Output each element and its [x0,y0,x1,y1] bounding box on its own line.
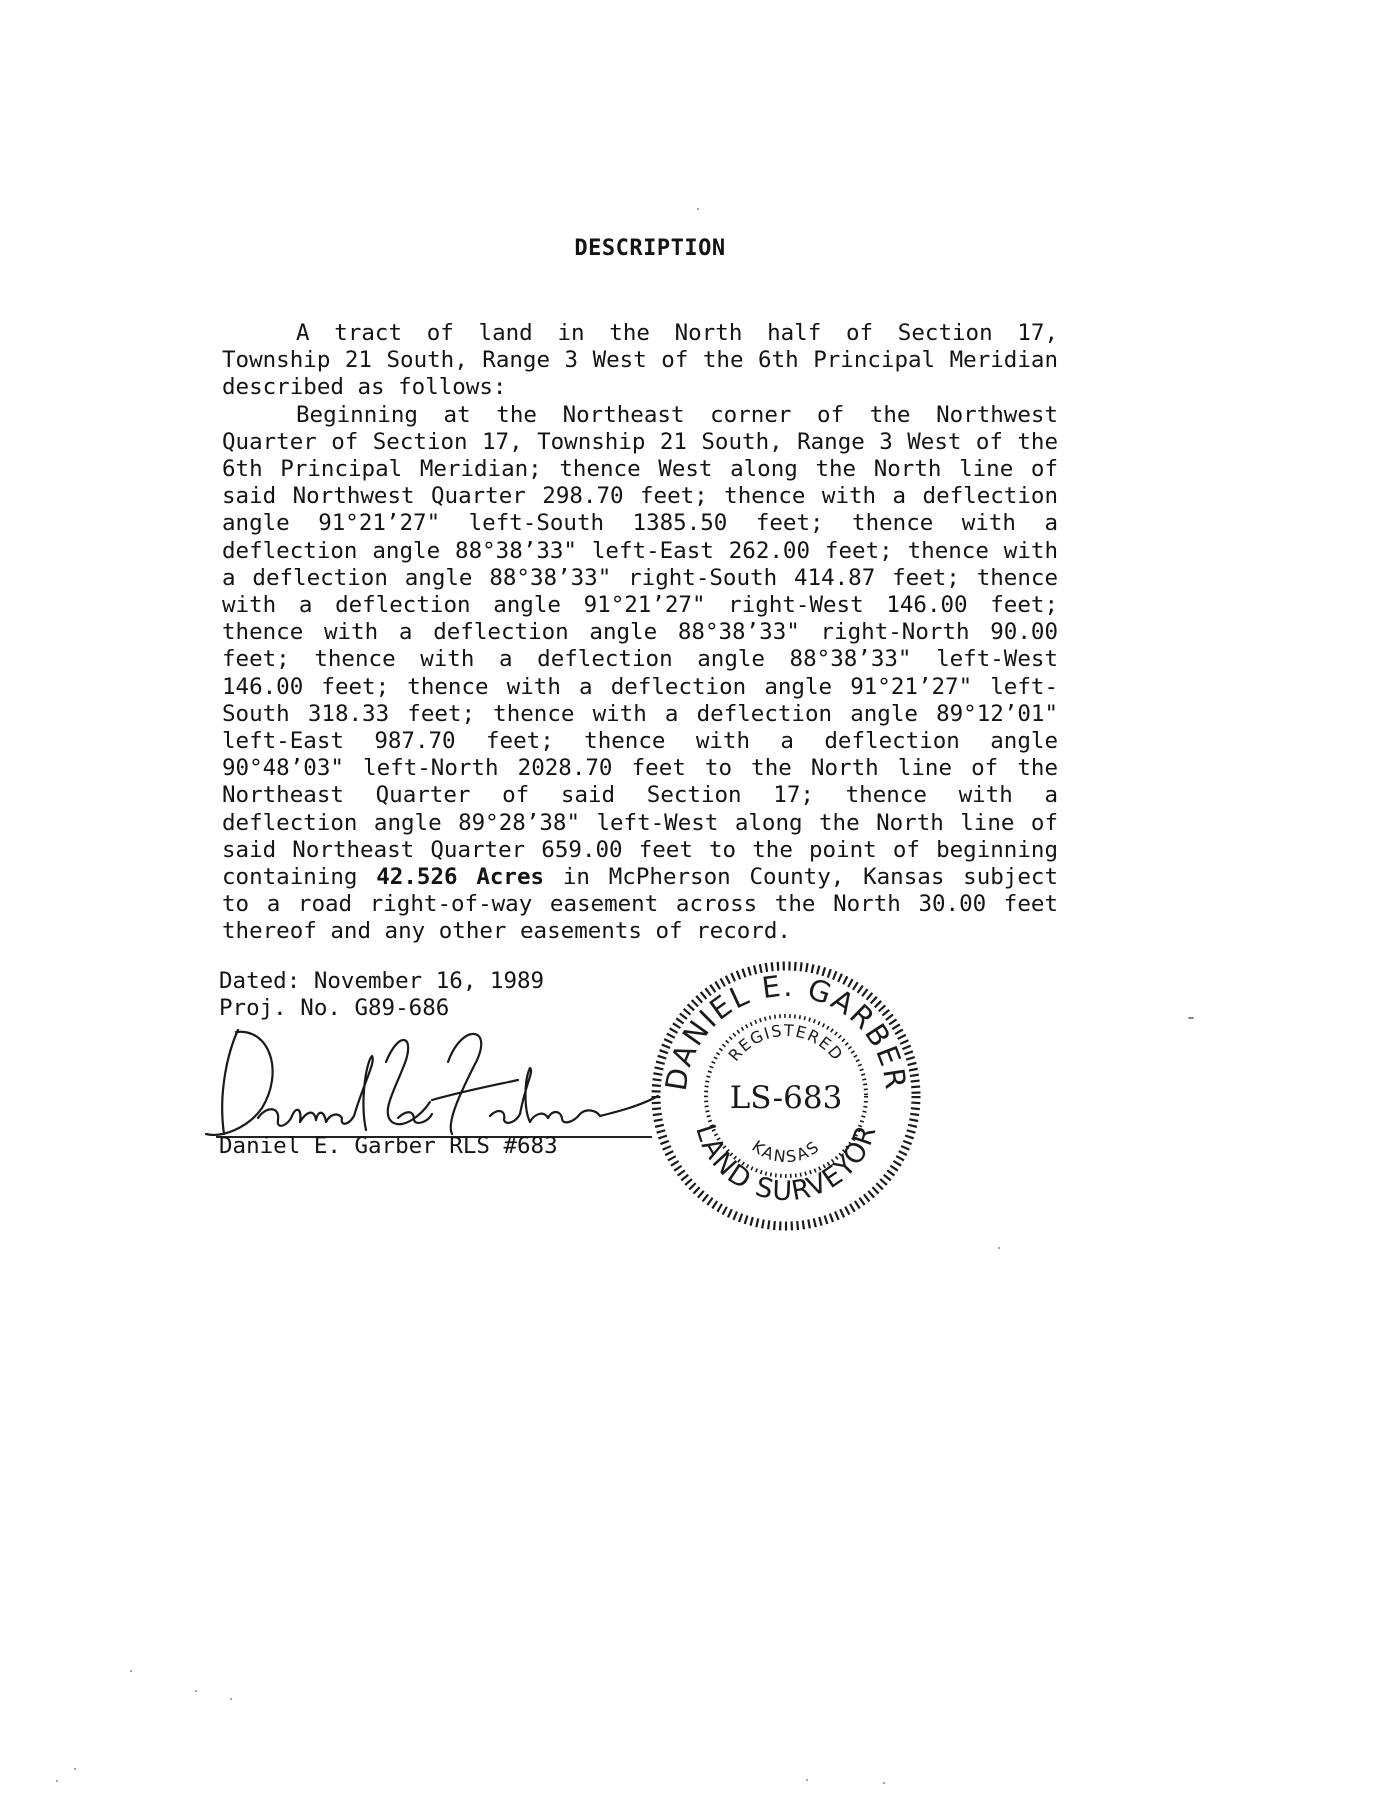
seal-outer-bottom-text: LAND SURVEYOR [689,1120,883,1208]
seal-license-number: LS-683 [729,1080,843,1116]
scan-speck [195,1690,197,1692]
acreage: 42.526 Acres [376,864,545,891]
scan-speck [74,1768,76,1770]
handwritten-signature [200,1022,660,1142]
dated-line: Dated: November 16, 1989 [219,968,545,994]
date-block [219,968,544,1022]
scan-speck [697,208,699,210]
scan-speck [806,1779,808,1781]
metes-bounds-text: Beginning at the Northeast corner of the Northwest Quarter of Section 17, Township 21 South, Range 3 West of the 6th Principal Meridian; thence West along the North line of said Northwest Quarter 298.70 feet; thence with a deflection angle 91°21’27" left-South 1385.50 feet; thence with a deflection angle 88°38’33" left-East 262.00 feet; thence with a deflection angle 88°38’33" right-South 414.87 feet; thence with a deflection angle 91°21’27" right-West 146.00 feet; thence with a deflection angle 88°38’33" right-North 90.00 feet; thence with a deflection angle 88°38’33" left-West 146.00 feet; thence with a deflection angle 91°21’27" left-South 318.33 feet; thence with a deflection angle 89°12’01" left-East 987.70 feet; thence with a deflection angle 90°48’03" left-North 2028.70 feet to the North line of the Northeast Quarter of said Section 17; thence with a deflection angle 89°28’38" left-West along the North line of said Northeast Quarter 659.00 feet to the point of beginning containing [222,401,1058,891]
svg-text:KANSAS [748,1137,823,1167]
seal-outer-top-text: DANIEL E. GARBER [658,968,914,1093]
scan-speck [230,1698,232,1700]
description-body [222,320,1058,946]
seal-inner-top-text: REGISTERED [724,1020,848,1065]
surveyor-seal [648,958,924,1234]
project-number: Proj. No. G89-686 [219,995,450,1021]
signer-name: Daniel E. Garber RLS #683 [219,1133,558,1159]
seal-inner-bottom-text: KANSAS [748,1136,824,1167]
easement-text: in McPherson County, Kansas subject to a road right-of-way easement across the North 30.00 feet thereof and any other easements of record. [222,864,1058,945]
scan-speck [130,1670,132,1672]
metes-bounds-paragraph [222,402,1058,946]
scan-speck [998,1247,1000,1249]
intro-paragraph: A tract of land in the North half of Section 17, Township 21 South, Range 3 West of the 6th Principal Meridian described as follows: [222,320,1058,401]
scan-speck [56,1780,58,1782]
scan-speck [883,1782,885,1784]
document-title: DESCRIPTION [574,236,726,261]
scan-speck [1188,1017,1194,1019]
